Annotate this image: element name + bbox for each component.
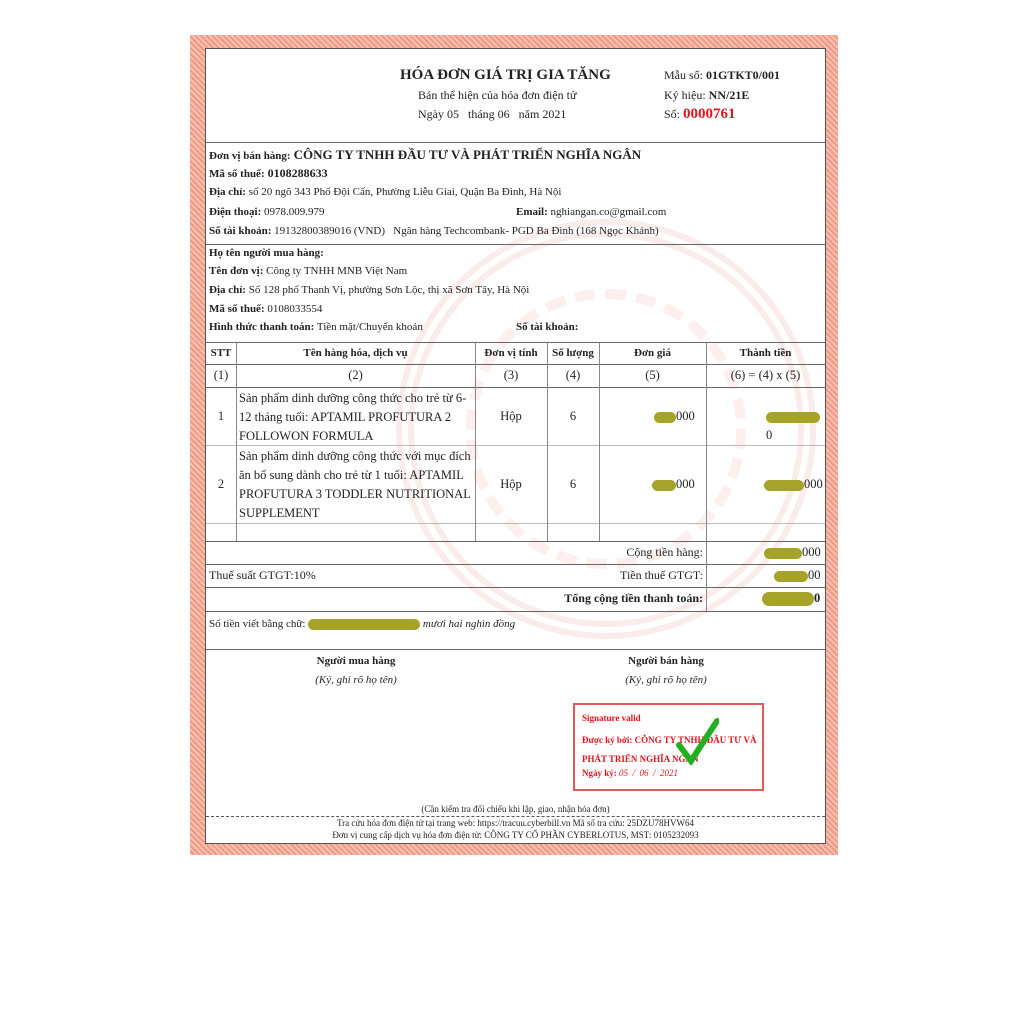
buyer-signature-note: (Ký, ghi rõ họ tên) <box>315 674 397 686</box>
invoice-title: HÓA ĐƠN GIÁ TRỊ GIA TĂNG <box>400 67 611 83</box>
buyer-account-label: Số tài khoản: <box>516 321 579 333</box>
redaction <box>652 480 676 491</box>
redaction <box>762 592 814 606</box>
row-total: 0 <box>766 428 773 442</box>
vat-rate: Thuế suất GTGT:10% <box>209 568 316 582</box>
form-value: 01GTKT0/001 <box>706 68 781 82</box>
buyer-tax-label: Mã số thuế: <box>209 303 265 315</box>
redaction <box>308 619 420 630</box>
footer-provider: Đơn vị cung cấp dịch vụ hóa đơn điện tử: CÔNG TY CỔ PHẦN CYBERLOTUS, MST: 0105232093 <box>332 830 699 840</box>
vat-value: 00 <box>808 568 821 582</box>
index-3: (3) <box>503 368 519 382</box>
col-name: Tên hàng hóa, dịch vụ <box>303 347 408 359</box>
checkmark-icon <box>675 717 719 765</box>
invoice-page <box>205 48 826 844</box>
row-name: Sản phẩm dinh dưỡng công thức với mục đích ăn bổ sung dành cho trẻ từ 1 tuổi: APTAMIL PROFUTURA 3 TODDLER NUTRITIONAL SUPPLEMENT <box>239 449 471 520</box>
buyer-tax: 0108033554 <box>267 303 323 315</box>
col-qty: Số lượng <box>552 347 594 359</box>
buyer-unit-label: Tên đơn vị: <box>209 265 264 277</box>
total-label: Tổng cộng tiền thanh toán: <box>564 591 703 605</box>
buyer-address: Số 128 phố Thanh Vị, phường Sơn Lộc, thị xã Sơn Tây, Hà Nội <box>248 284 530 296</box>
row-stt: 2 <box>217 477 225 491</box>
redaction <box>764 548 802 559</box>
footer-check-note: (Cần kiểm tra đối chiếu khi lập, giao, nhận hóa đơn) <box>421 804 610 814</box>
seller-account-label: Số tài khoản: <box>209 225 272 237</box>
form-label: Mẫu số: <box>664 68 703 82</box>
seller-name-label: Đơn vị bán hàng: <box>209 150 291 162</box>
vat-label: Tiền thuế GTGT: <box>620 568 703 582</box>
subtotal-value: 000 <box>802 545 821 559</box>
payment-label: Hình thức thanh toán: <box>209 321 315 333</box>
sign-date: 05 / 06 / 2021 <box>619 768 679 778</box>
seller-address: số 20 ngõ 343 Phố Đội Cấn, Phường Liễu Giai, Quận Ba Đình, Hà Nội <box>248 186 562 198</box>
redaction <box>764 480 804 491</box>
seller-address-label: Địa chỉ: <box>209 186 246 198</box>
col-unit: Đơn vị tính <box>484 347 538 359</box>
index-1: (1) <box>213 368 229 382</box>
index-2: (2) <box>348 368 363 382</box>
seller-signature-title: Người bán hàng <box>628 655 704 667</box>
seller-account: 19132800389016 (VND) Ngân hàng Techcombank- PGD Ba Đình (168 Ngọc Khánh) <box>274 225 659 237</box>
number-label: Số: <box>664 107 681 121</box>
col-total: Thành tiền <box>739 347 792 359</box>
total-value: 0 <box>814 591 821 605</box>
row-unit: Hộp <box>500 409 522 423</box>
buyer-unit: Công ty TNHH MNB Việt Nam <box>266 265 408 277</box>
row-unit: Hộp <box>500 477 522 491</box>
row-price: 000 <box>676 409 695 423</box>
index-4: (4) <box>565 368 581 382</box>
invoice-number: 0000761 <box>683 106 736 122</box>
watermark-seal-inner <box>466 289 746 569</box>
signature-valid: Signature valid <box>582 713 641 723</box>
sign-date-label: Ngày ký: <box>582 768 617 778</box>
redaction <box>654 412 676 423</box>
symbol-label: Ký hiệu: <box>664 88 706 102</box>
seller-name: CÔNG TY TNHH ĐẦU TƯ VÀ PHÁT TRIỂN NGHĨA NGÂN <box>293 147 642 162</box>
subtotal-label: Cộng tiền hàng: <box>626 545 703 559</box>
redaction <box>774 571 808 582</box>
seller-tax: 0108288633 <box>267 166 328 180</box>
payment-method: Tiền mặt/Chuyển khoản <box>316 321 423 333</box>
buyer-signature-title: Người mua hàng <box>316 655 396 667</box>
seller-email-label: Email: <box>516 206 548 218</box>
seller-signature-note: (Ký, ghi rõ họ tên) <box>625 674 707 686</box>
row-total: 000 <box>804 477 823 491</box>
row-stt: 1 <box>217 409 225 423</box>
signed-by: CÔNG TY TNHH ĐẦU TƯ VÀ PHÁT TRIỂN NGHĨA NGÂN <box>582 735 757 764</box>
seller-phone: 0978.009.979 <box>264 206 325 218</box>
signed-by-label: Được ký bởi: <box>582 735 633 745</box>
col-stt: STT <box>210 347 232 359</box>
buyer-address-label: Địa chỉ: <box>209 284 246 296</box>
invoice-date: Ngày 05 tháng 06 năm 2021 <box>418 107 567 121</box>
row-name: Sản phẩm dinh dưỡng công thức cho trẻ từ 6-12 tháng tuổi: APTAMIL PROFUTURA 2 FOLLOWON FORMULA <box>239 391 467 443</box>
row-price: 000 <box>676 477 695 491</box>
index-6: (6) = (4) x (5) <box>730 368 801 382</box>
symbol-value: NN/21E <box>708 88 750 102</box>
col-price: Đơn giá <box>634 347 671 359</box>
index-5: (5) <box>645 368 660 382</box>
invoice-subtitle: Bản thể hiện của hóa đơn điện tử <box>418 88 577 102</box>
seller-email: nghiangan.co@gmail.com <box>550 206 667 218</box>
footer-lookup: Tra cứu hóa đơn điện tử tại trang web: https://tracuu.cyberbill.vn Mã số tra cứu: 25DZU78HVW64 <box>337 818 694 828</box>
redaction <box>766 412 820 423</box>
seller-tax-label: Mã số thuế: <box>209 168 265 180</box>
buyer-person-label: Họ tên người mua hàng: <box>209 247 324 259</box>
row-qty: 6 <box>569 409 577 423</box>
amount-in-words: mươi hai nghìn đồng <box>422 618 516 630</box>
seller-phone-label: Điện thoại: <box>209 206 262 218</box>
row-qty: 6 <box>569 477 577 491</box>
digital-signature-box <box>573 703 764 791</box>
words-label: Số tiền viết bằng chữ: <box>209 618 306 630</box>
